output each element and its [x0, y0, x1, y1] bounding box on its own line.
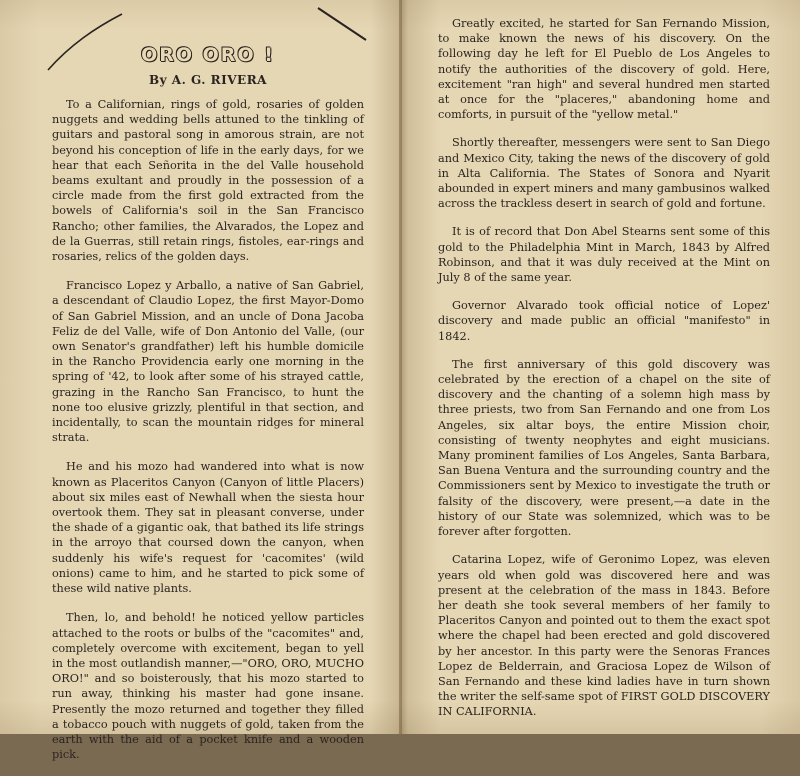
paragraph: Greatly excited, he started for San Fernando Mission, to make known the news of his discovery. On the following day he left for El Pueblo de Los Angeles to notify the authorities of the discovery of gold. Here, excitement "ran high" and several hundred men started at once for the "placeres," abandoning home and comforts, in pursuit of the "yellow metal." [438, 17, 770, 122]
paragraph: Catarina Lopez, wife of Geronimo Lopez, was eleven years old when gold was discovered here and was present at the celebration of the mass in 1843. Before her death she took several members of her family to Placeritos Canyon and pointed out to them the exact spot where the chapel had been erected and gold discovered by her ancestor. In this party were the Senoras Frances Lopez de Belderrain, and Graciosa Lopez de Wilson of San Fernando and these kind ladies have in turn shown the writer the self-same spot of FIRST GOLD DISCOVERY IN CALIFORNIA. [438, 553, 770, 719]
paragraph: To a Californian, rings of gold, rosaries of golden nuggets and wedding bells attuned to the tinkling of guitars and pastoral song in amorous strain, are not beyond his conception of life in the early days, for we hear that each Señorita in the del Valle household beams exultant and proudly in the possession of a circle made from the first gold extracted from the bowels of California's soil in the San Francisco Rancho; other families, the Alvarados, the Lopez and de la Guerras, still retain rings, fistoles, ear-rings and rosaries, relics of the golden days. [52, 98, 364, 264]
paragraph: It is of record that Don Abel Stearns sent some of this gold to the Philadelphia Mint in March, 1843 by Alfred Robinson, and that it was duly received at the Mint on July 8 of the same year. [438, 225, 770, 285]
paragraph: Then, lo, and behold! he noticed yellow particles attached to the roots or bulbs of the "cacomites" and, completely overcome with excitement, began to yell in the most outlandish manner,—"ORO, ORO, MUCHO ORO!" and so boisterously, that his mozo started to run away, thinking his master had gone insane. Presently the mozo returned and together they filled a tobacco pouch with nuggets of gold, taken from the earth with the aid of a pocket knife and a wooden pick. [52, 611, 364, 762]
paragraph: Francisco Lopez y Arballo, a native of San Gabriel, a descendant of Claudio Lopez, the first Mayor-Domo of San Gabriel Mission, and an uncle of Dona Jacoba Feliz de del Valle, wife of Don Antonio del Valle, (our own Senator's grandfather) left his humble domicile in the Rancho Providencia early one morning in the spring of '42, to look after some of his strayed cattle, grazing in the Rancho San Francisco, to hunt the none too elusive grizzly, plentiful in that section, and incidentally, to scan the mountain ridges for mineral strata. [52, 279, 364, 445]
paragraph: The first anniversary of this gold discovery was celebrated by the erection of a chapel on the site of discovery and the chanting of a solemn high mass by three priests, two from San Fernando and one from Los Angeles, six altar boys, the entire Mission choir, consisting of twenty neophytes and eight musicians. Many prominent families of Los Angeles, Santa Barbara, San Buena Ventura and the surrounding country and the Commissioners sent by Mexico to investigate the truth or falsity of the discovery, were present,—a date in the history of our State was solemnized, which was to be forever after forgotten. [438, 357, 770, 539]
paragraph: He and his mozo had wandered into what is now known as Placeritos Canyon (Canyon of little Placers) about six miles east of Newhall when the siesta hour overtook them. They sat in pleasant converse, under the shade of a gigantic oak, that bathed its life strings in the arroyo that coursed down the canyon, when suddenly his wife's request for 'cacomites' (wild onions) came to him, and he started to pick some of these wild native plants. [52, 460, 364, 596]
paragraph: Shortly thereafter, messengers were sent to San Diego and Mexico City, taking the news of the discovery of gold in Alta California. The States of Sonora and Nyarit abounded in expert miners and many gambusinos walked across the trackless desert in search of gold and fortune. [438, 136, 770, 211]
paragraph: Governor Alvarado took official notice of Lopez' discovery and made public an official "manifesto" in 1842. [438, 299, 770, 343]
article-title: ORO ORO ! [141, 44, 275, 66]
right-page [438, 0, 770, 733]
article-byline: By A. G. RIVERA [149, 73, 267, 87]
left-page [52, 0, 364, 776]
